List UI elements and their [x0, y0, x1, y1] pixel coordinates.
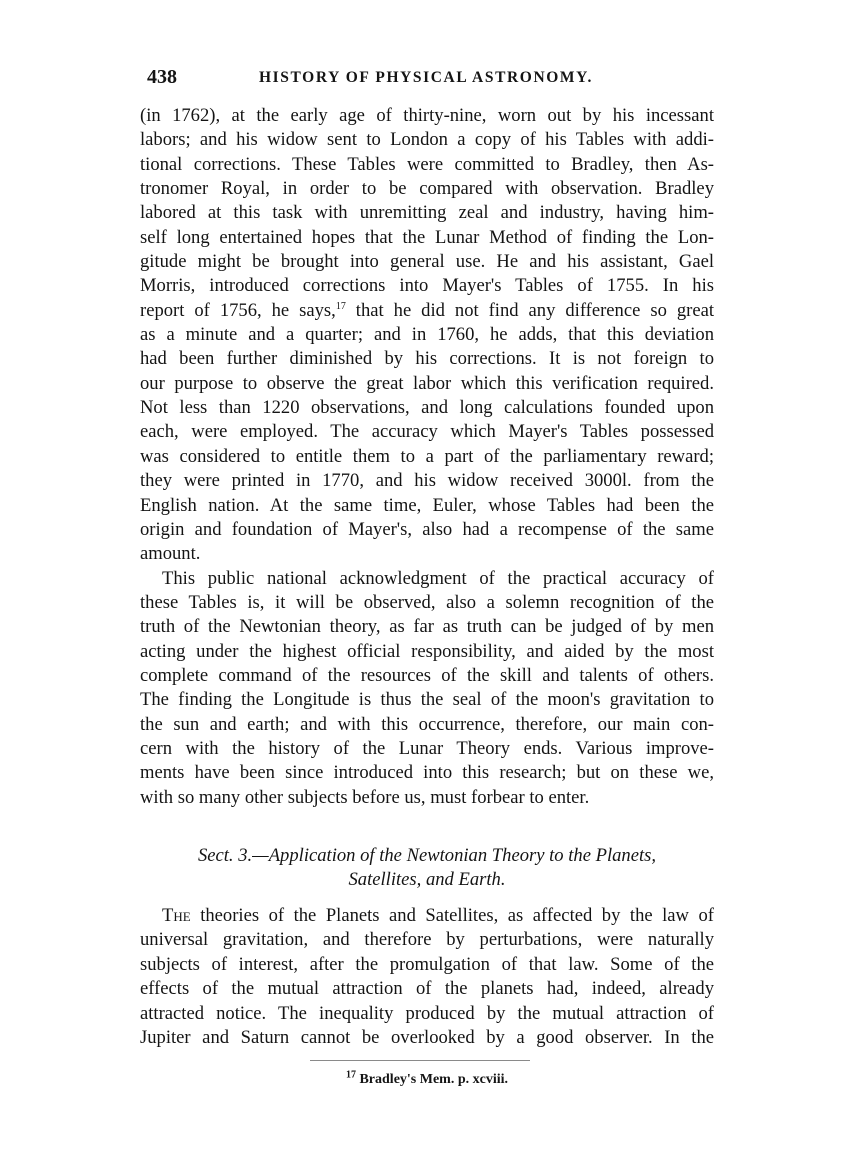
paragraph-3	[140, 904, 714, 1050]
section-heading-line: Satellites, and Earth.	[348, 869, 506, 890]
text-line: cern with the history of the Lunar Theory ends. Various improve-	[140, 737, 714, 759]
text-line: self long entertained hopes that the Lunar Method of finding the Lon-	[140, 226, 714, 248]
text-line: labors; and his widow sent to London a copy of his Tables with addi-	[140, 129, 714, 151]
page-number: 438	[147, 66, 177, 88]
text-line: This public national acknowledgment of the practical accuracy of	[162, 567, 714, 589]
text-line: attracted notice. The inequality produced by the mutual attraction of	[140, 1002, 714, 1024]
text-line: labored at this task with unremitting zeal and industry, having him-	[140, 202, 714, 224]
text-line: acting under the highest official responsibility, and aided by the most	[140, 640, 714, 662]
text-line: had been further diminished by his corrections. It is not foreign to	[140, 348, 714, 370]
text-line: tional corrections. These Tables were committed to Bradley, then As-	[140, 153, 714, 175]
paragraph-2	[140, 567, 714, 810]
text-line: origin and foundation of Mayer's, also had a recompense of the same	[140, 518, 714, 540]
text-line	[140, 904, 714, 928]
text-line: was considered to entitle them to a part of the parliamentary reward;	[140, 445, 714, 467]
text-line: these Tables is, it will be observed, also a solemn recognition of the	[140, 591, 714, 613]
paragraph-1	[140, 104, 714, 567]
main-text	[140, 104, 714, 810]
text-line: Jupiter and Saturn cannot be overlooked by a good observer. In the	[140, 1027, 714, 1049]
text-line: gitude might be brought into general use. He and his assistant, Gael	[140, 251, 714, 273]
text-line: tronomer Royal, in order to be compared with observation. Bradley	[140, 178, 714, 200]
page-header	[147, 66, 713, 92]
footnote-marker: 17	[345, 1069, 356, 1081]
text-line: the sun and earth; and with this occurrence, therefore, our main con-	[140, 713, 714, 735]
footnote-divider	[310, 1060, 530, 1061]
text-line: ments have been since introduced into this research; but on these we,	[140, 762, 714, 784]
text-line: as a minute and a quarter; and in 1760, he adds, that this deviation	[140, 324, 714, 346]
text-fragment: report of 1756, he says,	[140, 299, 336, 321]
running-head: HISTORY OF PHYSICAL ASTRONOMY.	[259, 69, 593, 86]
text-line: Morris, introduced corrections into Mayer's Tables of 1755. In his	[140, 275, 714, 297]
footnote	[140, 1069, 714, 1088]
text-line: with so many other subjects before us, must forbear to enter.	[140, 786, 590, 808]
text-line: each, were employed. The accuracy which Mayer's Tables possessed	[140, 421, 714, 443]
text-line: truth of the Newtonian theory, as far as truth can be judged of by men	[140, 616, 714, 638]
text-line: The finding the Longitude is thus the seal of the moon's gravitation to	[140, 689, 714, 711]
section-heading	[140, 844, 714, 892]
text-line: English nation. At the same time, Euler, whose Tables had been the	[140, 494, 714, 516]
text-line: universal gravitation, and therefore by perturbations, were naturally	[140, 929, 714, 951]
text-line: they were printed in 1770, and his widow received 3000l. from the	[140, 470, 714, 492]
text-line: our purpose to observe the great labor which this verification required.	[140, 372, 714, 394]
text-line: amount.	[140, 543, 201, 565]
text-line: effects of the mutual attraction of the planets had, indeed, already	[140, 978, 714, 1000]
text-fragment: theories of the Planets and Satellites, as affected by the law of	[190, 905, 714, 926]
drop-word: The	[162, 905, 191, 926]
text-line: complete command of the resources of the skill and talents of others.	[140, 664, 714, 686]
text-line: (in 1762), at the early age of thirty-nine, worn out by his incessant	[140, 105, 714, 126]
text-fragment: that he did not find any difference so great	[345, 299, 714, 321]
footnote-reference: 17	[335, 300, 346, 312]
text-line: subjects of interest, after the promulgation of that law. Some of the	[140, 953, 714, 975]
section-heading-line: Sect. 3.—Application of the Newtonian Theory to the Planets,	[197, 845, 657, 866]
text-line-with-footnote	[140, 299, 714, 323]
footnote-text: Bradley's Mem. p. xcviii.	[355, 1072, 509, 1087]
text-line: Not less than 1220 observations, and long calculations founded upon	[140, 397, 714, 419]
